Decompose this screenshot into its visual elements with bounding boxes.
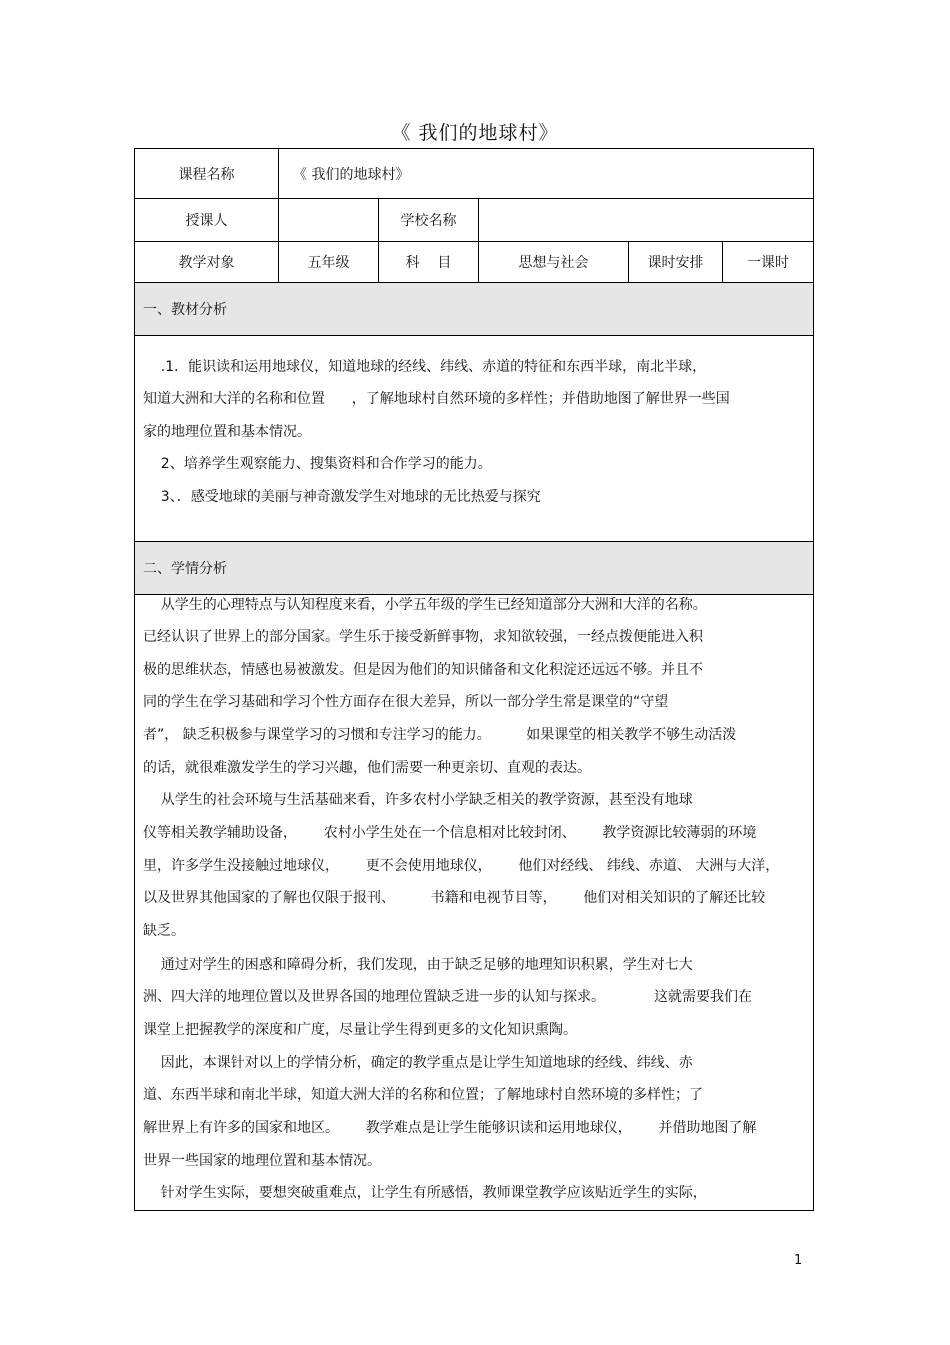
section2-line: 针对学生实际，要想突破重难点，让学生有所感悟，教师课堂教学应该贴近学生的实际， <box>143 1185 707 1201</box>
school-value <box>479 198 813 241</box>
subject-value: 思想与社会 <box>518 254 589 271</box>
section2-header-bg <box>135 542 813 594</box>
section1-header-bg <box>135 283 813 335</box>
section1-line: .1．能识读和运用地球仪，知道地球的经线、纬线、赤道的特征和东西半球，南北半球， <box>143 359 707 375</box>
audience-value: 五年级 <box>307 254 350 271</box>
hours-label: 课时安排 <box>647 254 704 271</box>
section1-heading: 一、教材分析 <box>143 302 227 318</box>
hours-value: 一课时 <box>747 254 789 271</box>
section2-line: 已经认识了世界上的部分国家。学生乐于接受新鲜事物，求知欲较强，一经点拨便能进入积 <box>143 629 703 645</box>
section2-line: 道、东西半球和南北半球，知道大洲大洋的名称和位置；了解地球村自然环境的多样性；了 <box>143 1087 703 1103</box>
section1-line: 2、培养学生观察能力、搜集资料和合作学习的能力。 <box>143 456 492 472</box>
row-divider <box>135 541 813 542</box>
section2-line: 的话，就很难激发学生的学习兴趣，他们需要一种更亲切、直观的表达。 <box>143 760 591 776</box>
page-number: 1 <box>794 1253 803 1268</box>
audience-label: 教学对象 <box>178 254 235 271</box>
section2-line: 课堂上把握教学的深度和广度，尽量让学生得到更多的文化知识熏陶。 <box>143 1022 577 1038</box>
course-name-value: 《 我们的地球村》 <box>293 166 410 183</box>
section1-line: 家的地理位置和基本情况。 <box>143 424 311 440</box>
teacher-value <box>279 198 378 241</box>
section2-line: 仪等相关教学辅助设备， 农村小学生处在一个信息相对比较封闭、 教学资源比较薄弱的环境 <box>143 825 757 841</box>
subject-label: 科 目 <box>405 254 452 271</box>
section2-line: 者”， 缺乏积极参与课堂学习的习惯和专注学习的能力。 如果课堂的相关教学不够生动活泼 <box>143 727 737 743</box>
section2-line: 以及世界其他国家的了解也仅限于报刊、 书籍和电视节目等， 他们对相关知识的了解还比较 <box>143 890 766 906</box>
section1-line: 知道大洲和大洋的名称和位置 ，了解地球村自然环境的多样性；并借助地图了解世界一些国 <box>143 391 730 407</box>
section2-line: 极的思维状态，情感也易被激发。但是因为他们的知识储备和文化积淀还远远不够。并且不 <box>143 662 703 678</box>
section2-line: 世界一些国家的地理位置和基本情况。 <box>143 1153 381 1169</box>
section2-line: 解世界上有许多的国家和地区。 教学难点是让学生能够识读和运用地球仪， 并借助地图了解 <box>143 1120 757 1136</box>
row-divider <box>135 282 813 283</box>
teacher-label: 授课人 <box>185 212 228 229</box>
section2-line: 里，许多学生没接触过地球仪， 更不会使用地球仪， 他们对经线、 纬线、赤道、 大洲与大洋， <box>143 858 780 874</box>
section2-line: 缺乏。 <box>143 923 185 939</box>
row-divider <box>135 335 813 336</box>
section2-line: 同的学生在学习基础和学习个性方面存在很大差异，所以一部分学生常是课堂的“守望 <box>143 694 669 710</box>
section2-line: 因此，本课针对以上的学情分析，确定的教学重点是让学生知道地球的经线、纬线、赤 <box>143 1055 693 1071</box>
section2-heading: 二、学情分析 <box>143 561 227 577</box>
course-name-label: 课程名称 <box>178 166 235 183</box>
section2-line: 洲、四大洋的地理位置以及世界各国的地理位置缺乏进一步的认知与探求。 这就需要我们在 <box>143 989 752 1005</box>
school-label: 学校名称 <box>400 212 457 229</box>
section2-line: 通过对学生的困惑和障碍分析，我们发现，由于缺乏足够的地理知识积累，学生对七大 <box>143 957 693 973</box>
section2-line: 从学生的心理特点与认知程度来看，小学五年级的学生已经知道部分大洲和大洋的名称。 <box>143 597 707 613</box>
lesson-plan-table <box>134 148 814 1211</box>
page-title: 《 我们的地球村》 <box>391 122 559 144</box>
section2-line: 从学生的社会环境与生活基础来看，许多农村小学缺乏相关的教学资源，甚至没有地球 <box>143 792 693 808</box>
section1-line: 3、．感受地球的美丽与神奇激发学生对地球的无比热爱与探究 <box>143 489 541 505</box>
